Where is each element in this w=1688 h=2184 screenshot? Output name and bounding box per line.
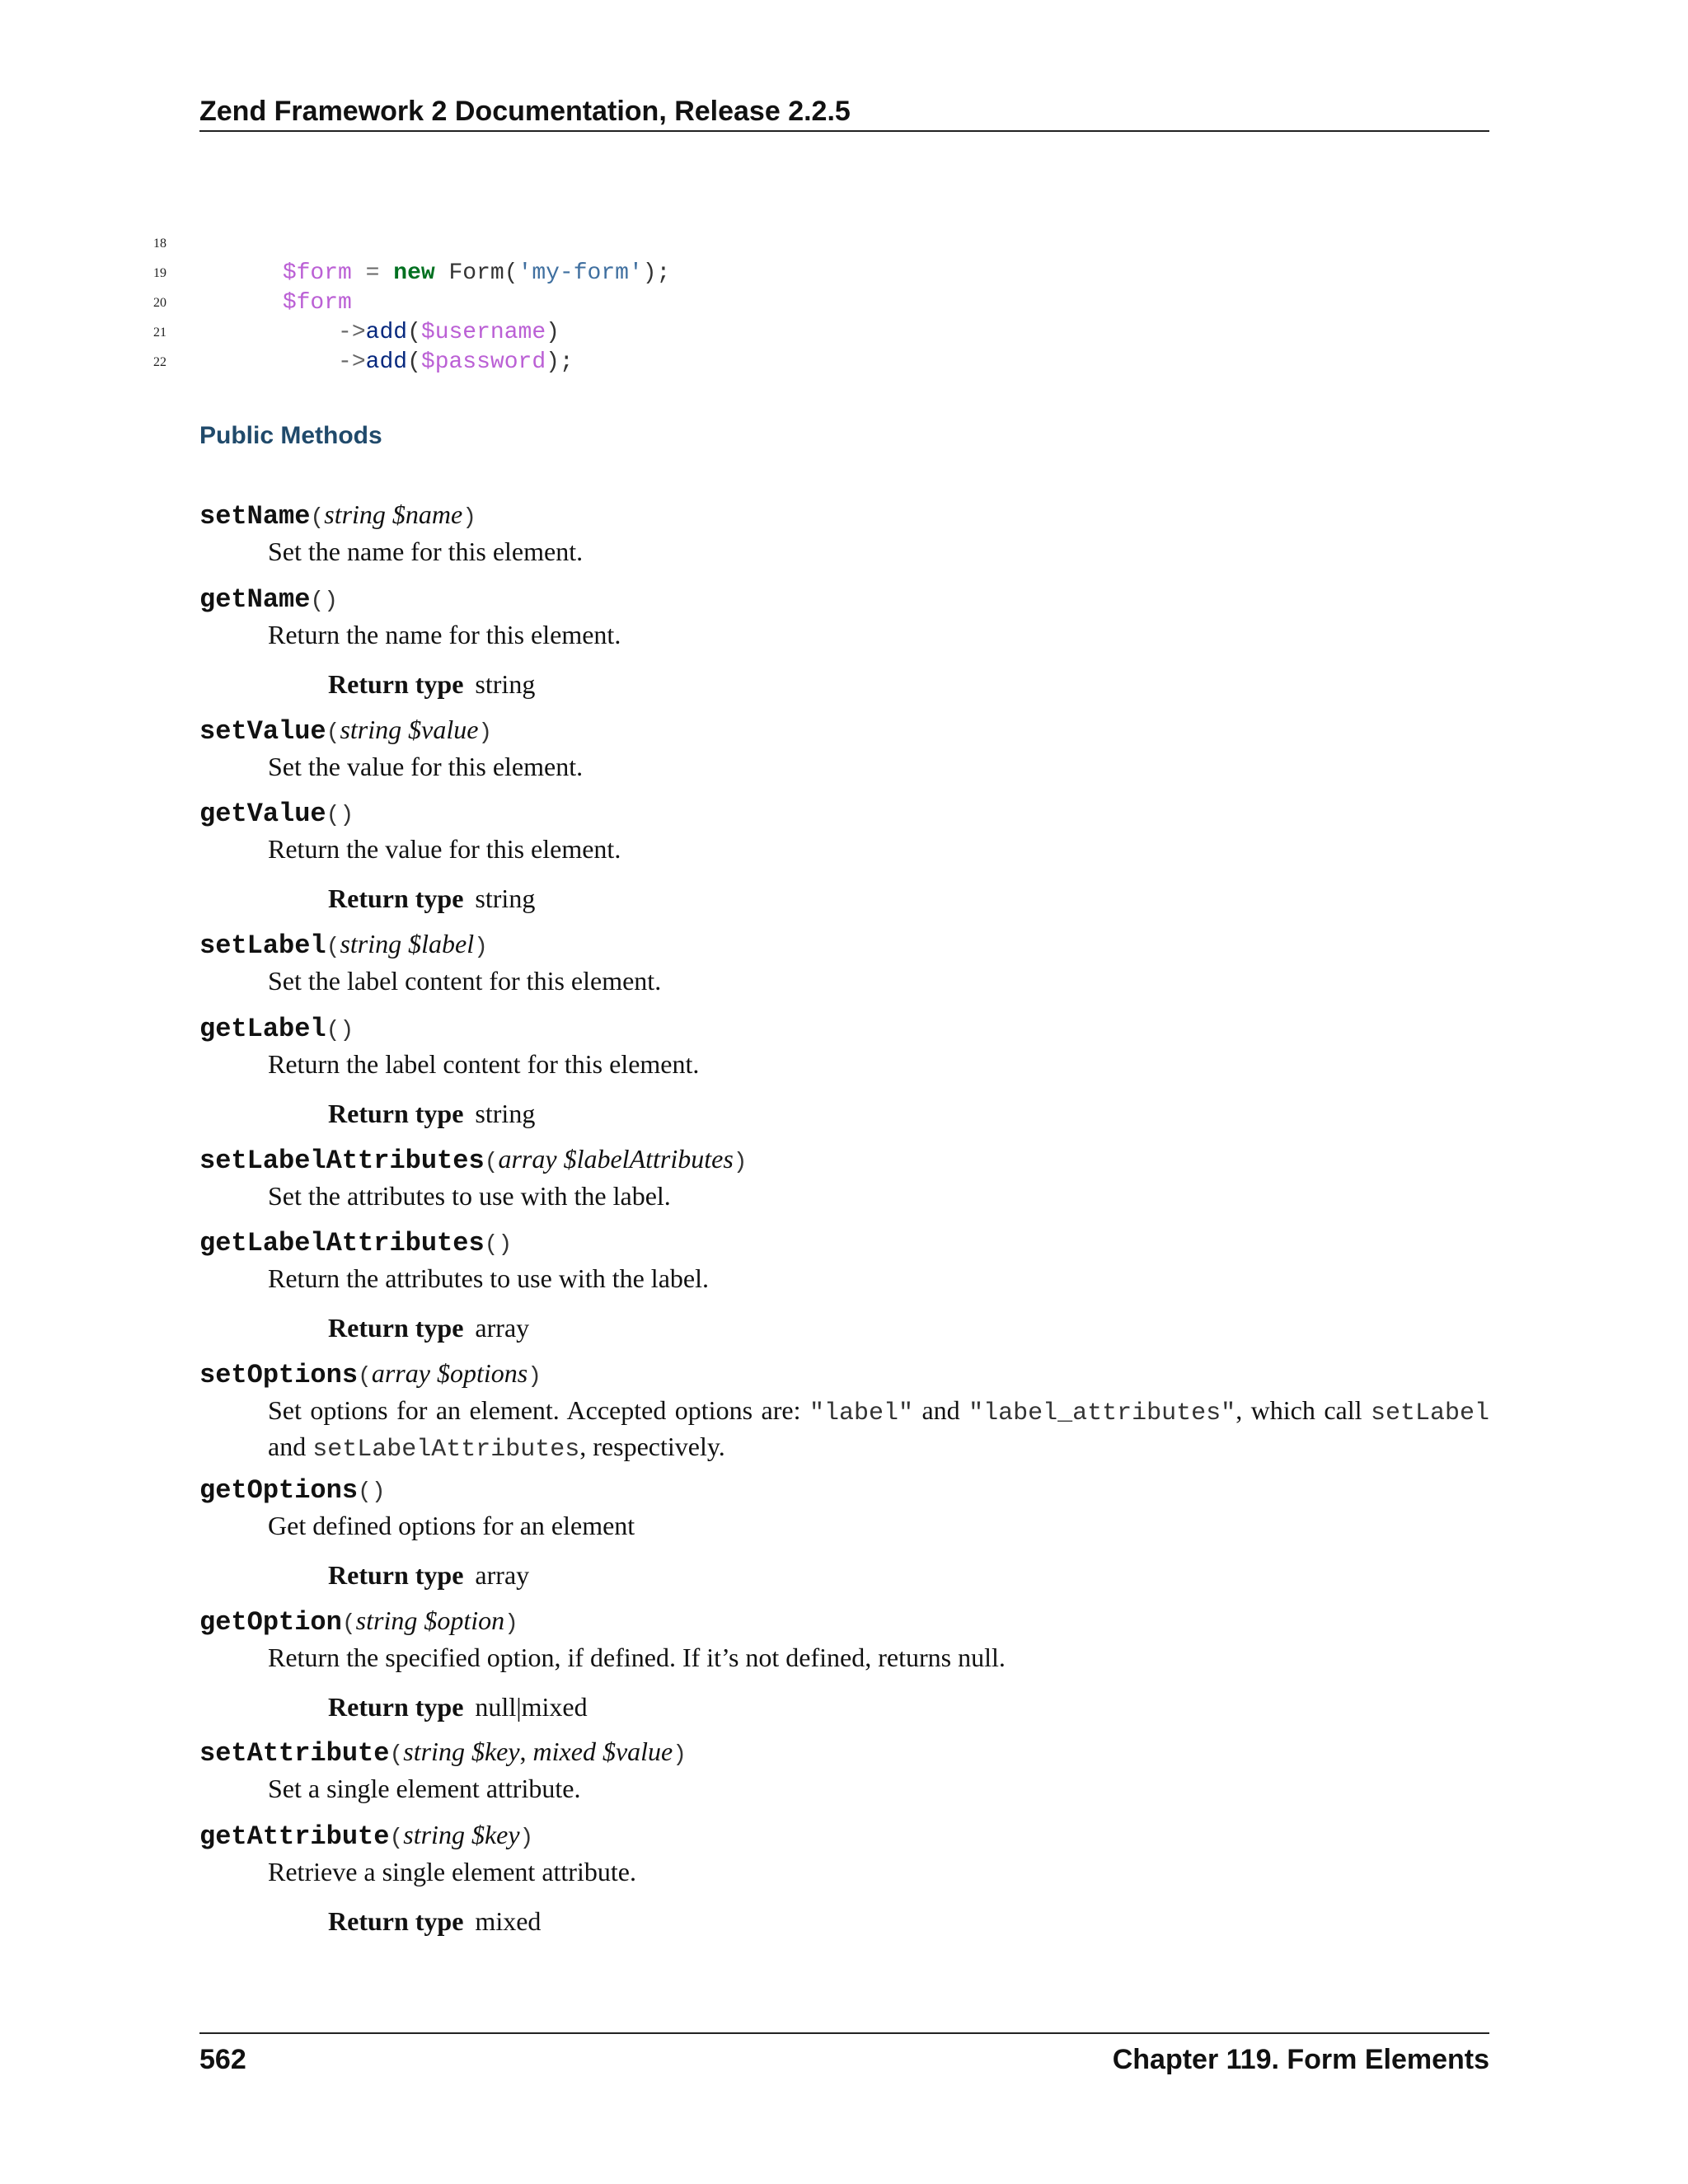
method-param: mixed $value — [532, 1736, 673, 1766]
return-type-value: array — [475, 1313, 530, 1343]
method-signature: getOptions() — [199, 1475, 386, 1506]
return-type-label: Return type — [328, 883, 464, 913]
running-footer — [199, 2032, 1489, 2075]
chapter-title: Chapter 119. Form Elements — [1112, 2044, 1489, 2075]
return-type — [328, 1905, 1489, 1938]
return-type — [328, 1690, 1489, 1723]
method-name: getOption — [199, 1607, 342, 1638]
method-signature: getAttribute(string $key) — [199, 1820, 534, 1852]
method-getAttribute — [199, 1818, 1489, 1938]
code-string: 'my-form' — [518, 260, 643, 286]
return-type-value: array — [475, 1560, 530, 1590]
return-type-value: null|mixed — [475, 1692, 588, 1722]
code-keyword: new — [393, 260, 435, 286]
code-class: Form( — [434, 260, 518, 286]
method-param: string $name — [324, 499, 463, 529]
method-signature: setOptions(array $options) — [199, 1358, 542, 1390]
method-description: Set the label content for this element. — [268, 966, 662, 996]
code-punctuation: ); — [546, 349, 574, 375]
method-param: string $key — [403, 1820, 520, 1849]
method-getOptions — [199, 1472, 1489, 1591]
method-param: string $value — [340, 715, 479, 744]
method-param: array $options — [371, 1358, 528, 1388]
method-name: setName — [199, 501, 311, 532]
method-getLabel — [199, 1010, 1489, 1130]
return-type — [328, 668, 1489, 701]
return-type-value: string — [475, 883, 536, 913]
code-variable: $form — [282, 260, 352, 286]
header-title: Zend Framework 2 Documentation, Release 2.2.5 — [199, 96, 851, 127]
method-param: string $label — [340, 929, 475, 958]
code-punctuation: ( — [407, 349, 421, 375]
method-getValue — [199, 795, 1489, 915]
return-type-label: Return type — [328, 1692, 464, 1722]
method-description: Set the name for this element. — [268, 537, 584, 566]
line-number: 20 — [153, 296, 166, 310]
return-type — [328, 882, 1489, 915]
line-number: 19 — [153, 266, 166, 280]
return-type-value: mixed — [475, 1906, 542, 1936]
method-description: Set the value for this element. — [268, 752, 584, 781]
method-name: setValue — [199, 716, 326, 747]
code-function: add — [365, 349, 408, 375]
return-type-label: Return type — [328, 669, 464, 699]
method-name: getAttribute — [199, 1821, 390, 1852]
method-description: Return the label content for this element. — [268, 1049, 700, 1079]
method-name: getLabelAttributes — [199, 1228, 485, 1258]
method-signature: setValue(string $value) — [199, 715, 493, 747]
method-description: Return the specified option, if defined. If it’s not defined, returns null. — [268, 1643, 1006, 1672]
code-variable: $password — [420, 349, 546, 375]
code-punctuation: ( — [407, 320, 421, 345]
method-description: Return the value for this element. — [268, 834, 621, 864]
method-signature: getLabelAttributes() — [199, 1228, 513, 1258]
code-operator: -> — [338, 349, 366, 375]
method-description: Return the attributes to use with the label. — [268, 1263, 709, 1293]
method-signature: getValue() — [199, 799, 354, 829]
inline-code: "label" — [809, 1399, 913, 1427]
method-signature: setLabel(string $label) — [199, 929, 488, 961]
method-signature: setName(string $name) — [199, 499, 477, 532]
return-type-label: Return type — [328, 1906, 464, 1936]
method-setOptions — [199, 1357, 1489, 1466]
running-header — [199, 92, 1489, 132]
code-line-18 — [153, 198, 283, 251]
method-signature: setLabelAttributes(array $labelAttributes) — [199, 1144, 748, 1176]
method-description: Retrieve a single element attribute. — [268, 1857, 636, 1886]
code-punctuation: ); — [642, 260, 671, 286]
method-setLabel — [199, 927, 1489, 997]
code-block — [153, 198, 1489, 375]
method-name: setAttribute — [199, 1738, 390, 1769]
inline-code: "label_attributes" — [968, 1399, 1236, 1427]
line-number: 21 — [153, 326, 166, 340]
method-param: string $option — [355, 1605, 505, 1635]
code-variable: $username — [420, 320, 546, 345]
method-description: Set options for an element. Accepted options are: "label" and "label_attributes", which call setLabel and setLabelAttributes, respectively. — [268, 1395, 1490, 1464]
method-getOption — [199, 1604, 1489, 1723]
return-type-value: string — [475, 1099, 536, 1128]
method-name: getLabel — [199, 1014, 326, 1044]
method-setAttribute — [199, 1735, 1489, 1805]
method-getName — [199, 581, 1489, 701]
method-name: setOptions — [199, 1360, 359, 1390]
code-variable: $form — [282, 290, 352, 316]
code-operator: -> — [338, 320, 366, 345]
return-type — [328, 1097, 1489, 1130]
method-signature: getOption(string $option) — [199, 1605, 518, 1638]
method-param: array $labelAttributes — [498, 1144, 734, 1174]
method-name: setLabel — [199, 930, 326, 961]
method-description: Return the name for this element. — [268, 620, 621, 649]
return-type-value: string — [475, 669, 536, 699]
line-number: 22 — [153, 355, 166, 369]
line-number: 18 — [153, 237, 166, 251]
inline-code: setLabel — [1371, 1399, 1490, 1427]
return-type-label: Return type — [328, 1313, 464, 1343]
method-param: string $key — [403, 1736, 520, 1766]
method-description: Set the attributes to use with the label. — [268, 1181, 671, 1211]
return-type — [328, 1558, 1489, 1591]
return-type-label: Return type — [328, 1099, 464, 1128]
code-operator: = — [351, 260, 394, 286]
method-setValue — [199, 713, 1489, 783]
method-setLabelAttributes — [199, 1142, 1489, 1212]
inline-code: setLabelAttributes — [312, 1436, 580, 1464]
method-getLabelAttributes — [199, 1225, 1489, 1344]
code-punctuation: ) — [546, 320, 560, 345]
code-function: add — [365, 320, 408, 345]
page-number: 562 — [199, 2044, 246, 2075]
method-name: getValue — [199, 799, 326, 829]
method-signature: setAttribute(string $key, mixed $value) — [199, 1736, 687, 1769]
method-name: getName — [199, 584, 311, 615]
section-title: Public Methods — [199, 422, 382, 449]
method-description: Get defined options for an element — [268, 1511, 635, 1540]
method-signature: getLabel() — [199, 1014, 354, 1044]
method-description: Set a single element attribute. — [268, 1774, 581, 1803]
method-name: getOptions — [199, 1475, 359, 1506]
return-type — [328, 1311, 1489, 1344]
method-name: setLabelAttributes — [199, 1146, 485, 1176]
return-type-label: Return type — [328, 1560, 464, 1590]
method-signature: getName() — [199, 584, 339, 615]
method-setName — [199, 498, 1489, 568]
